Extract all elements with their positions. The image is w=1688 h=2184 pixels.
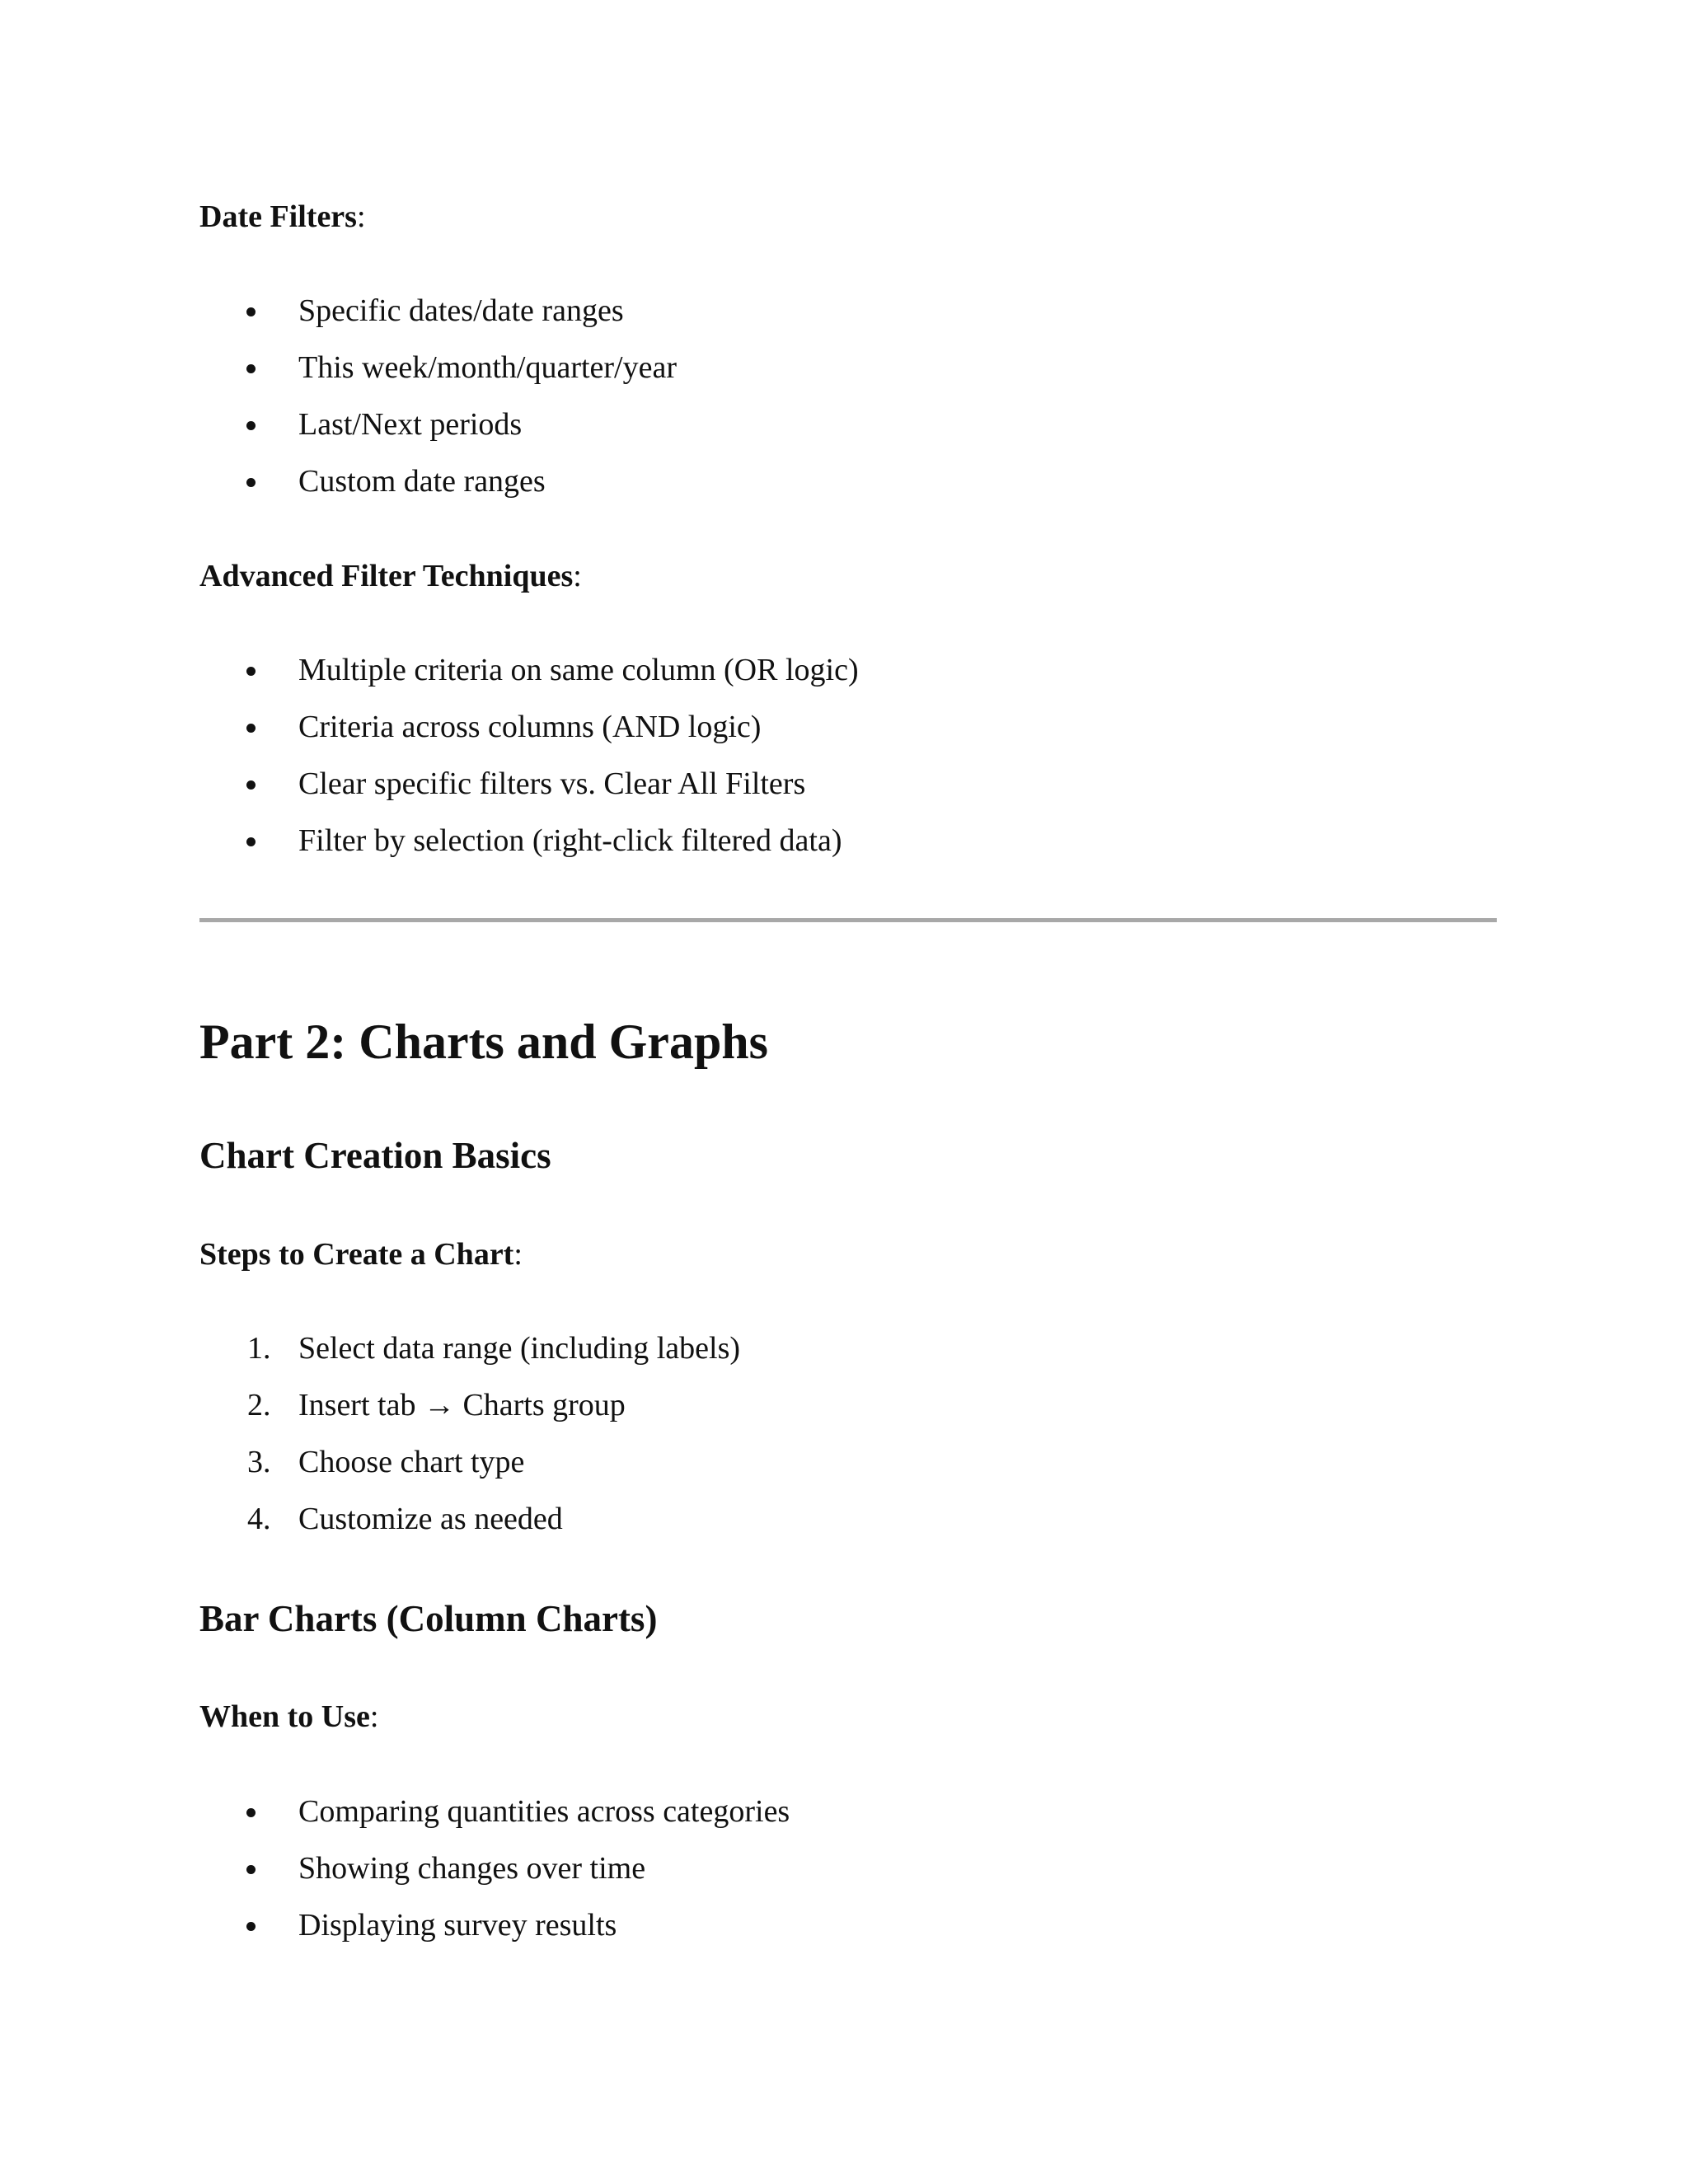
date-filters-label: Date Filters: xyxy=(199,199,366,234)
chart-creation-heading: Chart Creation Basics xyxy=(199,1135,551,1176)
bullet-icon xyxy=(246,1865,256,1874)
list-item: Last/Next periods xyxy=(199,405,677,443)
bullet-icon xyxy=(246,364,256,373)
list-item: 2. Insert tab → Charts group xyxy=(247,1388,626,1422)
steps-label: Steps to Create a Chart: xyxy=(199,1237,523,1272)
bullet-icon xyxy=(246,667,256,676)
advanced-filters-label: Advanced Filter Techniques: xyxy=(199,559,582,593)
bullet-icon xyxy=(246,1922,256,1931)
list-item: Filter by selection (right-click filtered data) xyxy=(199,822,859,860)
bullet-icon xyxy=(246,837,256,846)
steps-list xyxy=(199,1329,740,1557)
list-item: Specific dates/date ranges xyxy=(199,292,677,330)
list-item: 3. Choose chart type xyxy=(247,1445,525,1479)
list-item: Multiple criteria on same column (OR logic) xyxy=(199,651,859,689)
list-item: Comparing quantities across categories xyxy=(199,1793,790,1830)
bullet-icon xyxy=(246,478,256,487)
list-item: 1. Select data range (including labels) xyxy=(247,1331,741,1366)
list-item: This week/month/quarter/year xyxy=(199,349,677,387)
bar-charts-heading: Bar Charts (Column Charts) xyxy=(199,1598,658,1639)
list-item: Showing changes over time xyxy=(199,1849,790,1887)
bullet-icon xyxy=(246,780,256,790)
list-item: Clear specific filters vs. Clear All Filters xyxy=(199,765,859,803)
bullet-icon xyxy=(246,307,256,316)
bullet-icon xyxy=(246,724,256,733)
when-to-use-label: When to Use: xyxy=(199,1699,379,1734)
section-divider xyxy=(199,918,1497,922)
list-item: Displaying survey results xyxy=(199,1906,790,1944)
part-2-title: Part 2: Charts and Graphs xyxy=(199,1015,769,1069)
when-to-use-list xyxy=(199,1793,790,1963)
bullet-icon xyxy=(246,1808,256,1817)
date-filters-list xyxy=(199,292,677,519)
advanced-filters-list xyxy=(199,651,859,879)
list-item: 4. Customize as needed xyxy=(247,1502,563,1536)
list-item: Criteria across columns (AND logic) xyxy=(199,708,859,746)
list-item: Custom date ranges xyxy=(199,462,677,500)
bullet-icon xyxy=(246,421,256,430)
